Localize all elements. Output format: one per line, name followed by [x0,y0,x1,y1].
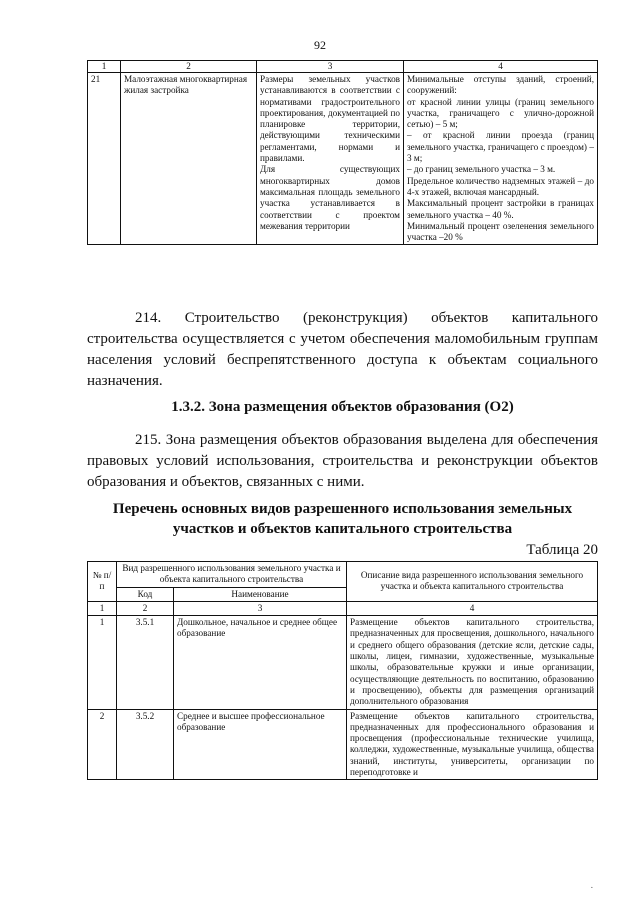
header-description: Описание вида разрешенного использования земельного участка и объекта капитального строительства [347,562,598,602]
param-line: Минимальный процент озеленения земельного участка –20 % [407,220,594,243]
header-cell: 4 [404,61,598,73]
param-line: – от красной линии проезда (границ земельного участка, граничащего с проездом) – 3 м; [407,130,594,164]
paragraph-215: 215. Зона размещения объектов образования выделена для обеспечения правовых условий использования, строительства и реконструкции объектов образования и объектов, связанных с ними. [87,432,598,490]
top-regulations-table [87,60,598,245]
plot-size-cell [257,73,404,245]
row-code: 3.5.1 [117,616,174,709]
column-number: 2 [117,601,174,615]
column-number: 3 [174,601,347,615]
header-name: Наименование [174,587,347,601]
header-kind: Вид разрешенного использования земельного участка и объекта капитального строительства [117,562,347,588]
page-number: 92 [314,38,326,52]
row-name: Среднее и высшее профессиональное образование [174,709,347,780]
plot-size-text: Размеры земельных участков устанавливаются в соответствии с нормативами градостроительного проектирования, документацией по планировке территории, действующими техническими регламентами, нормами и правилами. [260,74,400,164]
column-number: 4 [347,601,598,615]
param-line: Минимальные отступы зданий, строений, сооружений: [407,74,594,96]
header-num: № п/п [88,562,117,602]
row-code: 3.5.2 [117,709,174,780]
parameters-cell [404,73,598,245]
table-row [88,73,598,245]
row-number: 2 [88,709,117,780]
section-heading: 1.3.2. Зона размещения объектов образования (О2) [171,399,514,415]
paragraph-214: 214. Строительство (реконструкция) объектов капитального строительства осуществляется с учетом обеспечения маломобильным группам населения условий беспрепятственного доступа к объектам социального назначения. [87,310,598,389]
header-code: Код [117,587,174,601]
permitted-use-table [87,561,598,780]
table-row [88,616,598,709]
row-description: Размещение объектов капитального строительства, предназначенных для профессионального образования и просвещения (профессиональные технические училища, колледжи, художественные, музыкальные училища, общества знаний, институты, университеты, организации по переподготовке и [347,709,598,780]
row-number: 1 [88,616,117,709]
column-number: 1 [88,601,117,615]
row-number: 21 [88,73,121,245]
param-line: – до границ земельного участка – 3 м. [407,164,556,175]
table-caption: Таблица 20 [526,542,598,558]
param-line: Предельное количество надземных этажей – до 4-х этажей, включая мансардный. [407,175,594,197]
header-cell: 1 [88,61,121,73]
row-description: Размещение объектов капитального строительства, предназначенных для просвещения, дошкольного, начального и среднего общего образования (детские ясли, детские сады, школы, лицеи, гимназии, художественные, музыкальные школы, образовательные кружки и иные организации, осуществляющие деятельность по воспитанию, образованию и просвещению), объекты для размещения организаций дополнительного образования [347,616,598,709]
param-line: от красной линии улицы (границ земельного участка, граничащего с улично-дорожной сетью) – 5 м; [407,96,594,130]
column-numbers-row [88,601,598,615]
row-name: Дошкольное, начальное и среднее общее образование [174,616,347,709]
table-header-row [88,61,598,73]
table-header-row [88,562,598,588]
plot-size-existing-text: Для существующих многоквартирных домов максимальная площадь земельного участка устанавливается в соответствии с проектом межевания территории [260,164,400,231]
use-type-name: Малоэтажная многоквартирная жилая застройка [121,73,257,245]
table-row [88,709,598,780]
header-cell: 3 [257,61,404,73]
param-line: Максимальный процент застройки в границах земельного участка – 40 %. [407,198,594,220]
list-heading: Перечень основных видов разрешенного использования земельных участков и объектов капитального строительства [112,501,573,537]
footer-mark: . [590,880,593,890]
header-cell: 2 [121,61,257,73]
